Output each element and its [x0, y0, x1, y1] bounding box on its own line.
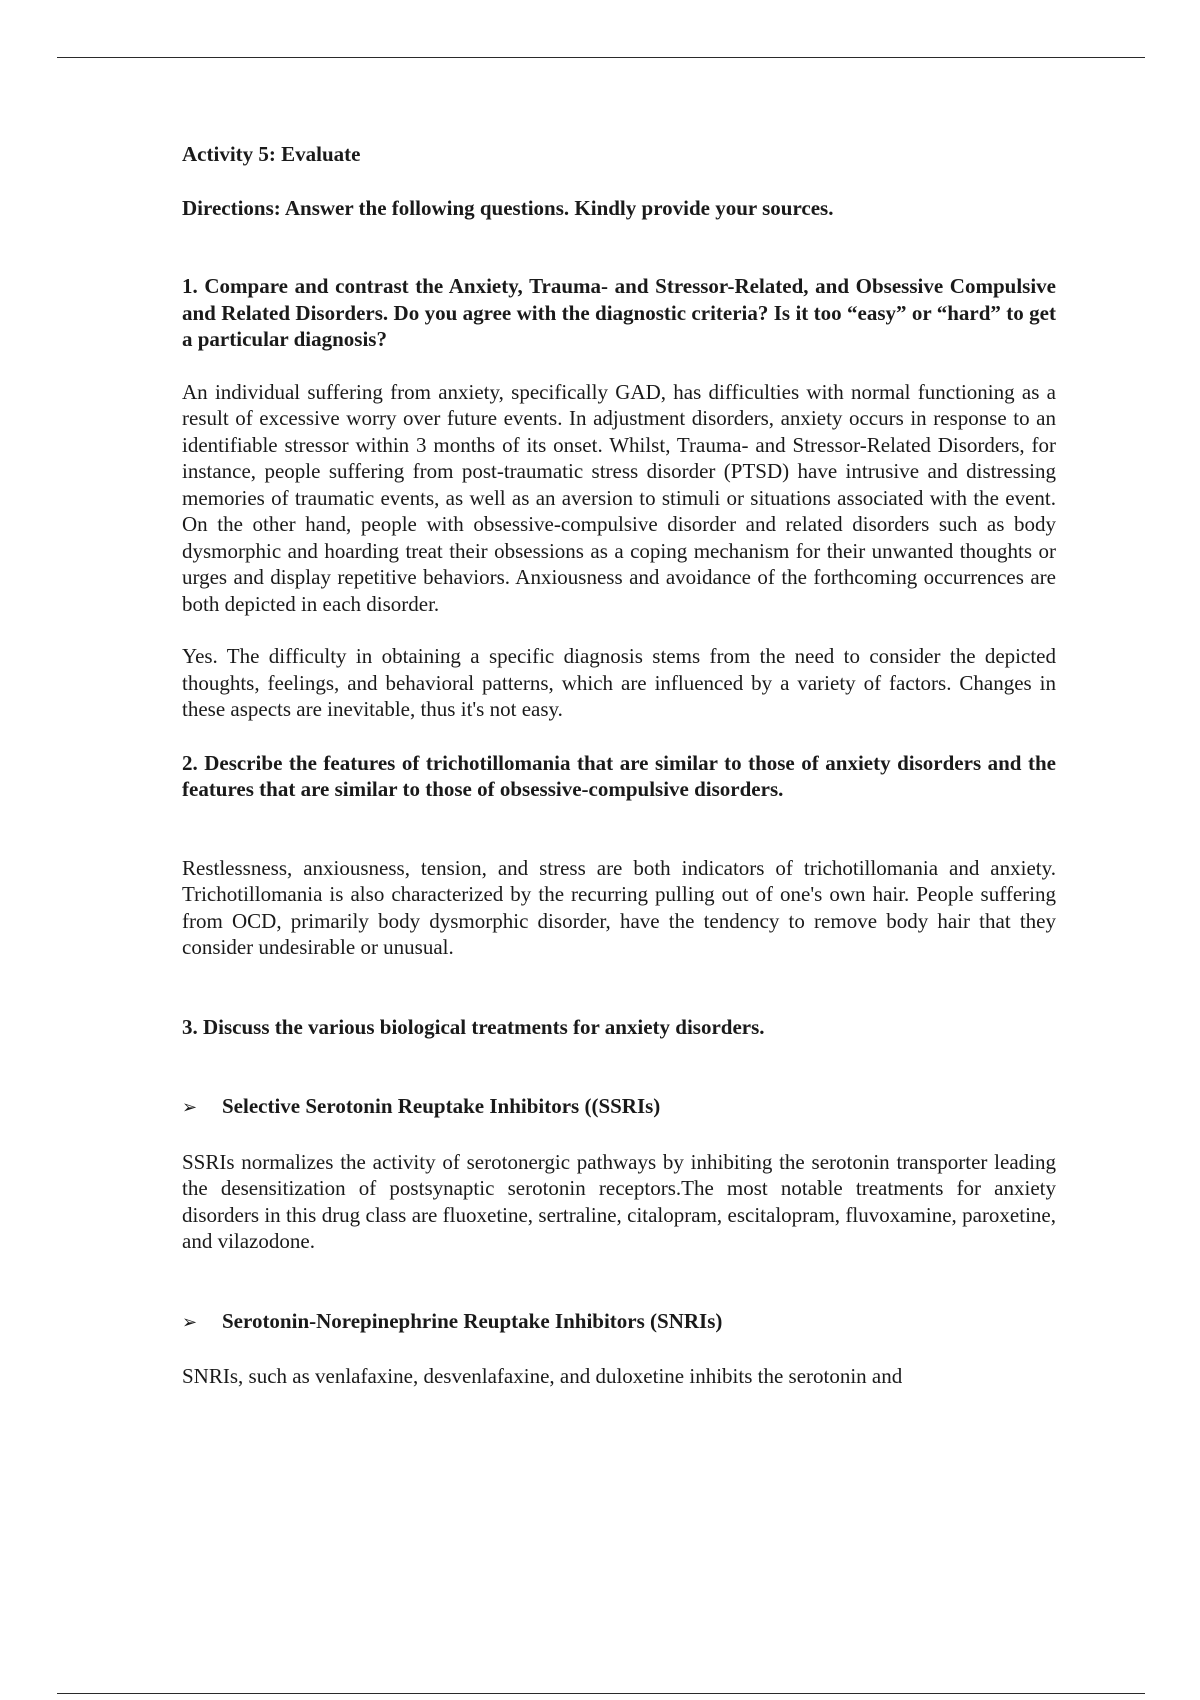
question-1: 1. Compare and contrast the Anxiety, Trauma- and Stressor-Related, and Obsessive Compulsive and Related Disorders. Do you agree with the diagnostic criteria? Is it too “easy” or “hard” to get a particular diagnosis?	[182, 274, 1056, 351]
ssri-body: SSRIs normalizes the activity of serotonergic pathways by inhibiting the serotonin transporter leading the desensitization of postsynaptic serotonin receptors.The most notable treatments for anxiety disorders in this drug class are fluoxetine, sertraline, citalopram, escitalopram, fluvoxamine, paroxetine, and vilazodone.	[182, 1149, 1056, 1253]
directions: Directions: Answer the following questions. Kindly provide your sources.	[182, 195, 834, 220]
footer-rule	[57, 1693, 1145, 1694]
snri-heading: Serotonin-Norepinephrine Reuptake Inhibitors (SNRIs)	[222, 1308, 723, 1333]
answer-1-paragraph-1: An individual suffering from anxiety, specifically GAD, has difficulties with normal functioning as a result of excessive worry over future events. In adjustment disorders, anxiety occurs in response to an identifiable stressor within 3 months of its onset. Whilst, Trauma- and Stressor-Related Disorders, for instance, people suffering from post-traumatic stress disorder (PTSD) have intrusive and distressing memories of traumatic events, as well as an aversion to stimuli or situations associated with the event. On the other hand, people with obsessive-compulsive disorder and related disorders such as body dysmorphic and hoarding treat their obsessions as a coping mechanism for their unwanted thoughts or urges and display repetitive behaviors. Anxiousness and avoidance of the forthcoming occurrences are both depicted in each disorder.	[182, 379, 1056, 616]
header-rule	[57, 57, 1145, 58]
snri-body: SNRIs, such as venlafaxine, desvenlafaxine, and duloxetine inhibits the serotonin and	[182, 1364, 903, 1388]
document-body	[182, 141, 1056, 1390]
ssri-heading-row	[182, 1093, 1056, 1122]
arrow-bullet-icon: ➢	[182, 1097, 198, 1118]
question-3: 3. Discuss the various biological treatments for anxiety disorders.	[182, 1014, 765, 1039]
arrow-bullet-icon: ➢	[182, 1311, 198, 1333]
snri-heading-row	[182, 1308, 1056, 1337]
activity-title: Activity 5: Evaluate	[182, 142, 361, 166]
answer-2: Restlessness, anxiousness, tension, and stress are both indicators of trichotillomania and anxiety. Trichotillomania is also characterized by the recurring pulling out of one's own hair. People suffering from OCD, primarily body dysmorphic disorder, have the tendency to remove body hair that they consider undesirable or unusual.	[182, 855, 1056, 959]
question-2: 2. Describe the features of trichotillomania that are similar to those of anxiety disorders and the features that are similar to those of obsessive-compulsive disorders.	[182, 750, 1056, 801]
answer-1-paragraph-2: Yes. The difficulty in obtaining a specific diagnosis stems from the need to consider the depicted thoughts, feelings, and behavioral patterns, which are influenced by a variety of factors. Changes in these aspects are inevitable, thus it's not easy.	[182, 644, 1056, 721]
ssri-heading: Selective Serotonin Reuptake Inhibitors ((SSRIs)	[222, 1094, 661, 1118]
